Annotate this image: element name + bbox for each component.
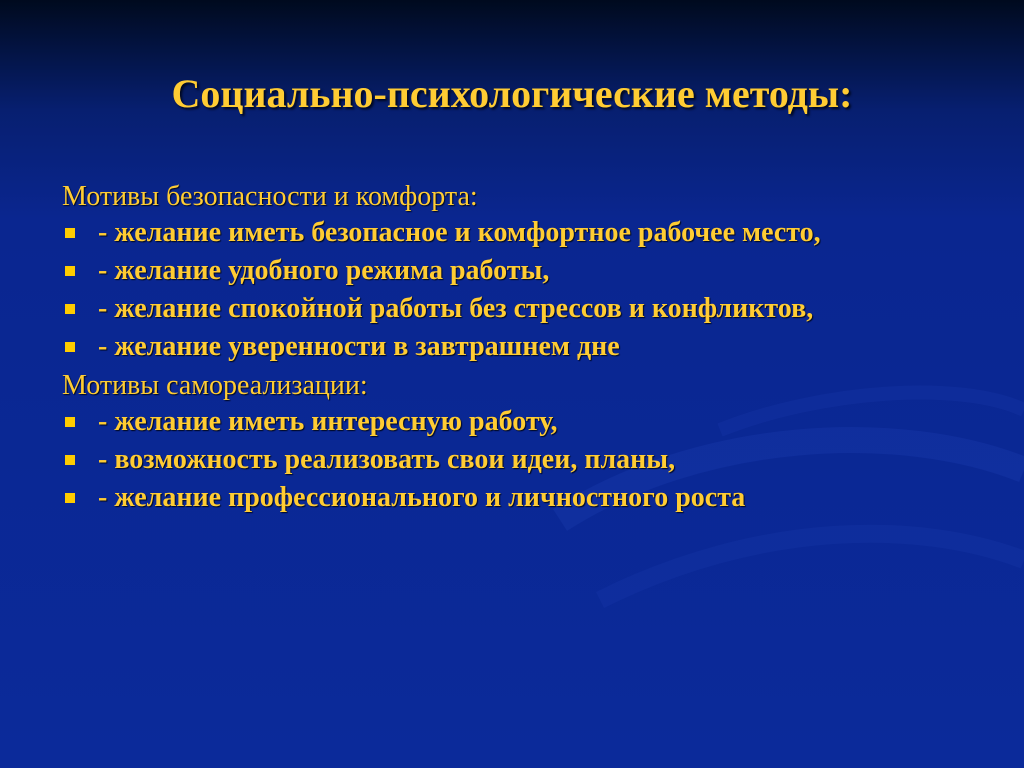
list-item [62,217,928,249]
section-heading-safety: Мотивы безопасности и комфорта: [62,181,478,212]
list-item [62,331,928,363]
square-bullet-icon [65,417,75,427]
list-item [62,444,928,476]
list-item-text: - желание уверенности в завтрашнем дне [98,331,620,362]
list-item [62,293,928,325]
section-heading-self-realization: Мотивы самореализации: [62,370,368,401]
square-bullet-icon [65,266,75,276]
list-item-text: - желание спокойной работы без стрессов и конфликтов, [98,293,814,324]
list-item-text: - возможность реализовать свои идеи, планы, [98,444,676,475]
square-bullet-icon [65,304,75,314]
list-item [62,255,928,287]
square-bullet-icon [65,455,75,465]
list-item-text: - желание иметь интересную работу, [98,406,558,437]
square-bullet-icon [65,342,75,352]
slide-content [62,180,962,520]
list-item-text: - желание иметь безопасное и комфортное рабочее место, [98,217,821,248]
list-item-text: - желание удобного режима работы, [98,255,550,286]
list-item [62,482,928,514]
square-bullet-icon [65,493,75,503]
list-item [62,406,928,438]
slide-title: Социально-психологические методы: [171,71,853,116]
list-item-text: - желание профессионального и личностного роста [98,482,746,513]
square-bullet-icon [65,228,75,238]
